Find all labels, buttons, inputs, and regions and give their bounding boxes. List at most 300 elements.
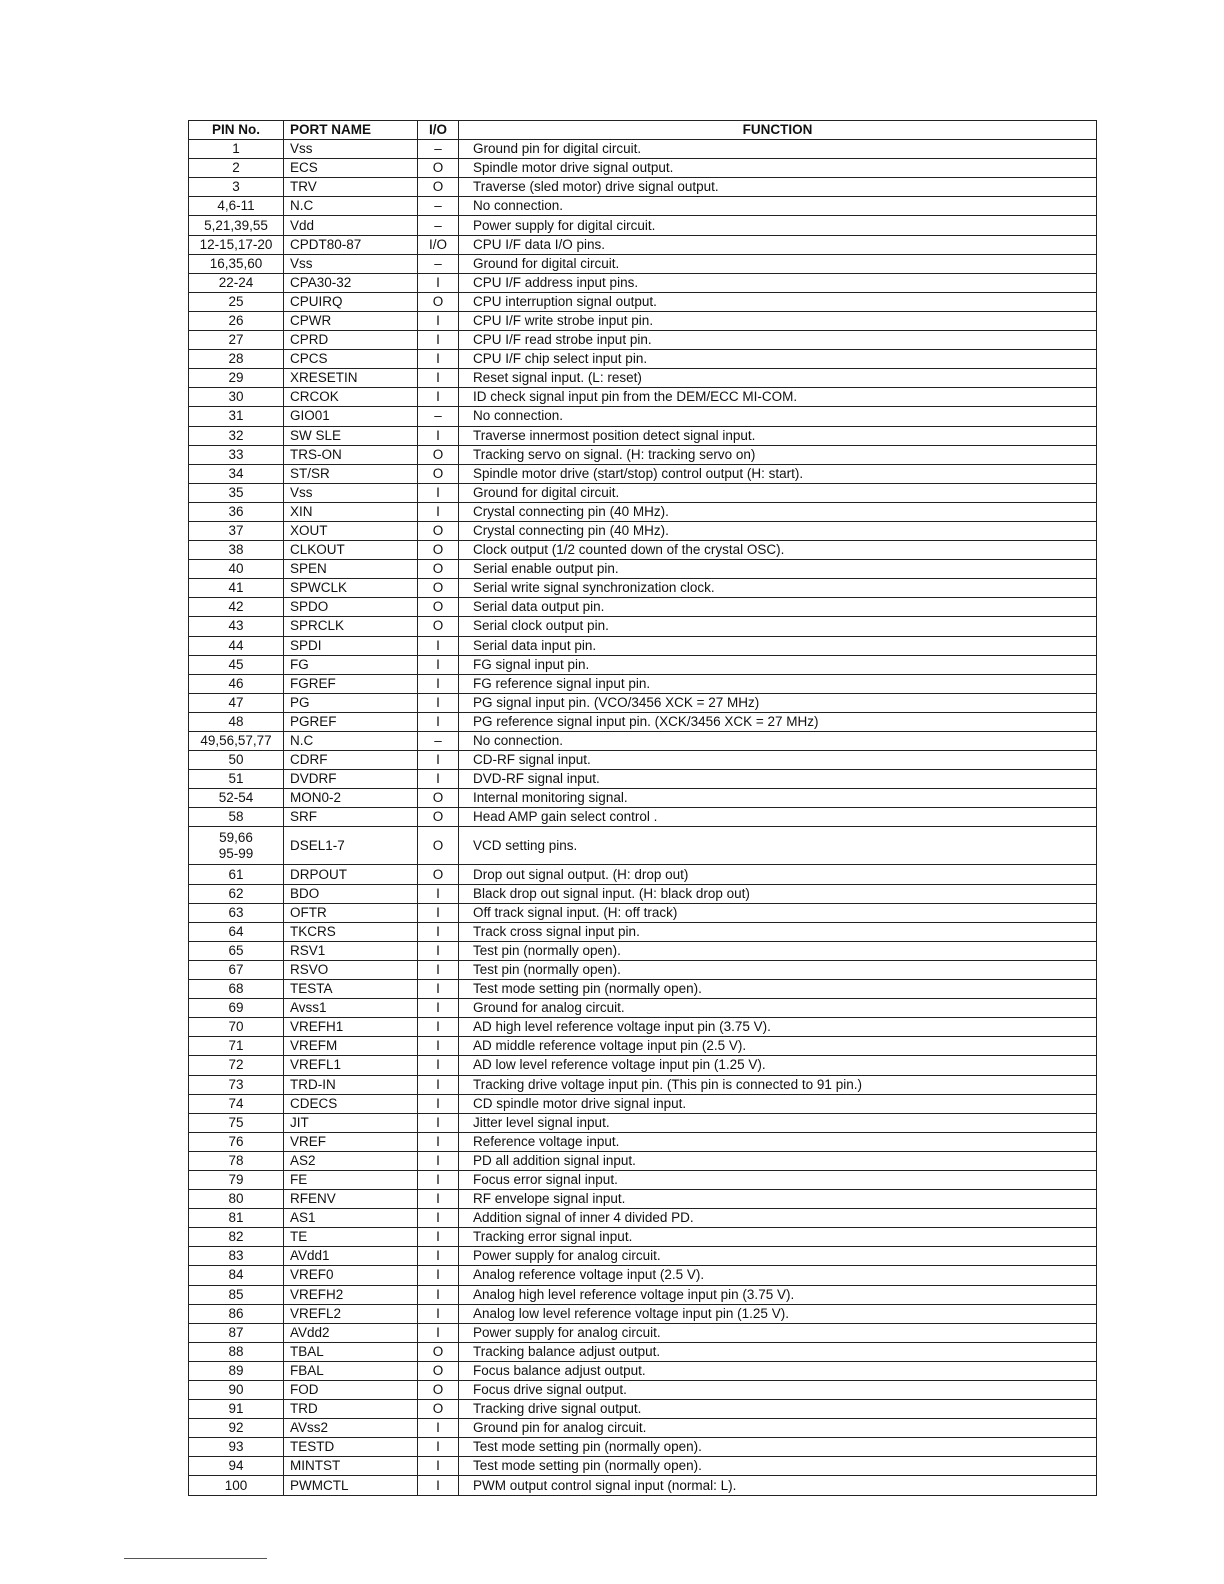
function-cell: CD-RF signal input. [459,751,1097,770]
table-row [189,1361,1097,1380]
io-cell: O [418,789,459,808]
port-name-cell: SPRCLK [284,617,418,636]
table-row [189,827,1097,865]
port-name-cell: Avss1 [284,999,418,1018]
port-name-cell: ECS [284,159,418,178]
io-cell: O [418,560,459,579]
function-cell: Ground for digital circuit. [459,254,1097,273]
pin-number-cell: 75 [189,1113,284,1132]
port-name-cell: MINTST [284,1457,418,1476]
pin-number-cell: 29 [189,369,284,388]
io-cell: I [418,1151,459,1170]
pin-number-cell: 41 [189,579,284,598]
port-name-cell: CPUIRQ [284,292,418,311]
io-cell: – [418,407,459,426]
function-cell: Serial data output pin. [459,598,1097,617]
function-cell: Analog low level reference voltage input pin (1.25 V). [459,1304,1097,1323]
pin-number-cell: 78 [189,1151,284,1170]
function-cell: Ground for digital circuit. [459,483,1097,502]
table-row [189,636,1097,655]
function-cell: CPU I/F data I/O pins. [459,235,1097,254]
function-cell: Head AMP gain select control . [459,808,1097,827]
function-cell: No connection. [459,407,1097,426]
table-row [189,140,1097,159]
port-name-cell: VREFH2 [284,1285,418,1304]
io-cell: I [418,331,459,350]
pin-number-cell: 3 [189,178,284,197]
io-cell: I [418,1075,459,1094]
table-row [189,674,1097,693]
port-name-cell: Vss [284,140,418,159]
pin-number-cell: 63 [189,903,284,922]
io-cell: I [418,884,459,903]
io-cell: – [418,732,459,751]
function-cell: PG signal input pin. (VCO/3456 XCK = 27 MHz) [459,693,1097,712]
function-cell: Serial data input pin. [459,636,1097,655]
pin-number-cell: 42 [189,598,284,617]
table-row [189,693,1097,712]
function-cell: CPU I/F read strobe input pin. [459,331,1097,350]
table-row [189,980,1097,999]
function-cell: Off track signal input. (H: off track) [459,903,1097,922]
pin-number-cell: 52-54 [189,789,284,808]
function-cell: Traverse innermost position detect signal input. [459,426,1097,445]
io-cell: I [418,1113,459,1132]
table-row [189,1419,1097,1438]
pin-number-cell: 94 [189,1457,284,1476]
function-cell: Serial enable output pin. [459,560,1097,579]
pin-number-cell: 25 [189,292,284,311]
io-cell: I [418,1190,459,1209]
function-cell: ID check signal input pin from the DEM/ECC MI-COM. [459,388,1097,407]
io-cell: I [418,1037,459,1056]
table-row [189,1342,1097,1361]
pin-number-cell: 85 [189,1285,284,1304]
function-cell: Test mode setting pin (normally open). [459,980,1097,999]
io-cell: O [418,445,459,464]
io-cell: I [418,636,459,655]
table-row [189,1323,1097,1342]
port-name-cell: SPWCLK [284,579,418,598]
port-name-cell: Vdd [284,216,418,235]
pin-number-cell [189,827,284,865]
pin-number-cell: 80 [189,1190,284,1209]
function-cell: Power supply for digital circuit. [459,216,1097,235]
port-name-cell: FGREF [284,674,418,693]
pin-number-cell: 4,6-11 [189,197,284,216]
table-row [189,1151,1097,1170]
io-cell: O [418,617,459,636]
pin-number-cell: 37 [189,521,284,540]
io-cell: I [418,1228,459,1247]
io-cell: I [418,311,459,330]
pin-number-cell: 35 [189,483,284,502]
pin-number-cell: 22-24 [189,273,284,292]
table-row [189,1285,1097,1304]
port-name-cell: Vss [284,483,418,502]
function-cell: Reset signal input. (L: reset) [459,369,1097,388]
port-name-cell: VREF0 [284,1266,418,1285]
pin-number-cell: 48 [189,712,284,731]
io-cell: O [418,159,459,178]
table-row [189,884,1097,903]
io-cell: O [418,292,459,311]
function-cell: Drop out signal output. (H: drop out) [459,865,1097,884]
port-name-cell: AS2 [284,1151,418,1170]
table-row [189,865,1097,884]
io-cell: – [418,140,459,159]
port-name-cell: VREFL2 [284,1304,418,1323]
port-name-cell: JIT [284,1113,418,1132]
io-cell: I [418,1266,459,1285]
port-name-cell: BDO [284,884,418,903]
port-name-cell: DVDRF [284,770,418,789]
table-row [189,178,1097,197]
pin-number-cell: 100 [189,1476,284,1495]
port-name-cell: CPA30-32 [284,273,418,292]
io-cell: O [418,865,459,884]
port-name-cell: RFENV [284,1190,418,1209]
pin-number-cell: 47 [189,693,284,712]
table-row [189,502,1097,521]
port-name-cell: N.C [284,197,418,216]
port-name-cell: VREF [284,1132,418,1151]
pin-number-cell: 64 [189,922,284,941]
table-row [189,521,1097,540]
io-cell: I [418,1170,459,1189]
table-row [189,159,1097,178]
function-cell: PG reference signal input pin. (XCK/3456 XCK = 27 MHz) [459,712,1097,731]
pin-number-cell: 88 [189,1342,284,1361]
table-row [189,1476,1097,1495]
table-row [189,712,1097,731]
pin-number-cell: 62 [189,884,284,903]
pin-function-table [188,120,1097,1496]
function-cell: Focus drive signal output. [459,1381,1097,1400]
pin-number-cell: 5,21,39,55 [189,216,284,235]
function-cell: Ground pin for digital circuit. [459,140,1097,159]
io-cell: I [418,712,459,731]
pin-number-line: 59,66 [219,829,253,845]
function-cell: Test pin (normally open). [459,941,1097,960]
table-row [189,560,1097,579]
function-cell: Test mode setting pin (normally open). [459,1438,1097,1457]
function-cell: Tracking drive signal output. [459,1400,1097,1419]
pin-number-cell: 81 [189,1209,284,1228]
pin-number-cell: 71 [189,1037,284,1056]
footnote-rule [124,1558,267,1559]
io-cell: I [418,1247,459,1266]
port-name-cell: TRD-IN [284,1075,418,1094]
pin-number-cell: 45 [189,655,284,674]
table-row [189,1400,1097,1419]
table-row [189,216,1097,235]
table-row [189,464,1097,483]
io-cell: O [418,808,459,827]
pin-number-cell: 26 [189,311,284,330]
pin-number-cell: 79 [189,1170,284,1189]
table-row [189,483,1097,502]
pin-number-cell: 91 [189,1400,284,1419]
port-name-cell: PWMCTL [284,1476,418,1495]
port-name-cell: CPDT80-87 [284,235,418,254]
table-row [189,808,1097,827]
pin-number-cell: 32 [189,426,284,445]
io-cell: I [418,426,459,445]
port-name-cell: XOUT [284,521,418,540]
pin-number-cell: 69 [189,999,284,1018]
io-cell: I/O [418,235,459,254]
port-name-cell: XRESETIN [284,369,418,388]
pin-number-cell: 87 [189,1323,284,1342]
table-row [189,1094,1097,1113]
table-row [189,350,1097,369]
function-cell: AD low level reference voltage input pin (1.25 V). [459,1056,1097,1075]
table-row [189,655,1097,674]
pin-number-cell: 49,56,57,77 [189,732,284,751]
pin-number-cell: 83 [189,1247,284,1266]
io-cell: – [418,216,459,235]
function-cell: FG signal input pin. [459,655,1097,674]
pin-number-cell: 2 [189,159,284,178]
io-cell: O [418,541,459,560]
io-cell: I [418,1476,459,1495]
io-cell: I [418,674,459,693]
pin-number-cell: 92 [189,1419,284,1438]
pin-number-cell: 12-15,17-20 [189,235,284,254]
port-name-cell: CDRF [284,751,418,770]
pin-number-cell: 44 [189,636,284,655]
pin-number-cell: 61 [189,865,284,884]
table-row [189,999,1097,1018]
table-row [189,1266,1097,1285]
pin-number-line: 95-99 [218,845,254,861]
table-row [189,1075,1097,1094]
port-name-cell: MON0-2 [284,789,418,808]
io-cell: I [418,1132,459,1151]
function-cell: VCD setting pins. [459,827,1097,865]
port-name-cell: PG [284,693,418,712]
pin-number-cell: 86 [189,1304,284,1323]
io-cell: I [418,483,459,502]
table-row [189,1438,1097,1457]
port-name-cell: SPDI [284,636,418,655]
header-function: FUNCTION [459,121,1097,140]
table-row [189,1132,1097,1151]
table-row [189,941,1097,960]
function-cell: CPU I/F chip select input pin. [459,350,1097,369]
pin-number-cell: 34 [189,464,284,483]
port-name-cell: TRS-ON [284,445,418,464]
io-cell: I [418,1438,459,1457]
function-cell: Clock output (1/2 counted down of the crystal OSC). [459,541,1097,560]
port-name-cell: CPWR [284,311,418,330]
table-row [189,770,1097,789]
port-name-cell: AVdd2 [284,1323,418,1342]
pin-number-cell: 16,35,60 [189,254,284,273]
io-cell: O [418,1342,459,1361]
function-cell: Power supply for analog circuit. [459,1247,1097,1266]
function-cell: No connection. [459,732,1097,751]
port-name-cell: SPEN [284,560,418,579]
port-name-cell: AS1 [284,1209,418,1228]
io-cell: I [418,751,459,770]
function-cell: Tracking balance adjust output. [459,1342,1097,1361]
table-row [189,197,1097,216]
function-cell: Spindle motor drive signal output. [459,159,1097,178]
table-row [189,960,1097,979]
port-name-cell: N.C [284,732,418,751]
function-cell: Focus balance adjust output. [459,1361,1097,1380]
pin-number-cell: 27 [189,331,284,350]
io-cell: I [418,1056,459,1075]
function-cell: CD spindle motor drive signal input. [459,1094,1097,1113]
table-row [189,273,1097,292]
table-row [189,331,1097,350]
io-cell: I [418,273,459,292]
pin-number-cell: 30 [189,388,284,407]
port-name-cell: TRV [284,178,418,197]
port-name-cell: TRD [284,1400,418,1419]
io-cell: O [418,579,459,598]
function-cell: Ground pin for analog circuit. [459,1419,1097,1438]
function-cell: AD middle reference voltage input pin (2.5 V). [459,1037,1097,1056]
function-cell: FG reference signal input pin. [459,674,1097,693]
header-io: I/O [418,121,459,140]
io-cell: I [418,1209,459,1228]
io-cell: I [418,941,459,960]
table-row [189,541,1097,560]
pin-number-cell: 65 [189,941,284,960]
io-cell: I [418,1457,459,1476]
port-name-cell: CLKOUT [284,541,418,560]
io-cell: I [418,903,459,922]
io-cell: O [418,178,459,197]
port-name-cell: TKCRS [284,922,418,941]
io-cell: I [418,770,459,789]
io-cell: I [418,922,459,941]
table-row [189,254,1097,273]
pin-number-cell: 40 [189,560,284,579]
header-port-name: PORT NAME [284,121,418,140]
function-cell: AD high level reference voltage input pin (3.75 V). [459,1018,1097,1037]
function-cell: Black drop out signal input. (H: black drop out) [459,884,1097,903]
table-row [189,1113,1097,1132]
function-cell: Crystal connecting pin (40 MHz). [459,521,1097,540]
table-row [189,1209,1097,1228]
table-row [189,617,1097,636]
pin-number-cell: 43 [189,617,284,636]
function-cell: Addition signal of inner 4 divided PD. [459,1209,1097,1228]
port-name-cell: FOD [284,1381,418,1400]
port-name-cell: TE [284,1228,418,1247]
port-name-cell: DRPOUT [284,865,418,884]
port-name-cell: GIO01 [284,407,418,426]
function-cell: Tracking servo on signal. (H: tracking servo on) [459,445,1097,464]
table-row [189,1170,1097,1189]
table-row [189,1037,1097,1056]
io-cell: I [418,693,459,712]
port-name-cell: SRF [284,808,418,827]
table-row [189,388,1097,407]
function-cell: PD all addition signal input. [459,1151,1097,1170]
function-cell: Analog high level reference voltage input pin (3.75 V). [459,1285,1097,1304]
io-cell: O [418,464,459,483]
port-name-cell: Vss [284,254,418,273]
port-name-cell: FG [284,655,418,674]
pin-number-cell: 68 [189,980,284,999]
table-row [189,1381,1097,1400]
table-row [189,1228,1097,1247]
pin-number-cell: 73 [189,1075,284,1094]
table-row [189,311,1097,330]
function-cell: Tracking error signal input. [459,1228,1097,1247]
port-name-cell: VREFM [284,1037,418,1056]
function-cell: Spindle motor drive (start/stop) control output (H: start). [459,464,1097,483]
function-cell: Traverse (sled motor) drive signal output. [459,178,1097,197]
io-cell: – [418,254,459,273]
table-row [189,292,1097,311]
pin-number-cell: 33 [189,445,284,464]
io-cell: I [418,960,459,979]
function-cell: CPU interruption signal output. [459,292,1097,311]
pin-number-cell: 82 [189,1228,284,1247]
io-cell: I [418,980,459,999]
table-row [189,1190,1097,1209]
pin-number-cell: 36 [189,502,284,521]
port-name-cell: CDECS [284,1094,418,1113]
table-row [189,1018,1097,1037]
function-cell: Reference voltage input. [459,1132,1097,1151]
header-pin-no: PIN No. [189,121,284,140]
port-name-cell: TESTD [284,1438,418,1457]
port-name-cell: VREFL1 [284,1056,418,1075]
pin-number-cell: 74 [189,1094,284,1113]
function-cell: Analog reference voltage input (2.5 V). [459,1266,1097,1285]
function-cell: CPU I/F address input pins. [459,273,1097,292]
io-cell: I [418,1285,459,1304]
function-cell: Serial clock output pin. [459,617,1097,636]
table-row [189,903,1097,922]
table-row [189,445,1097,464]
function-cell: Test pin (normally open). [459,960,1097,979]
pin-number-cell: 72 [189,1056,284,1075]
function-cell: Track cross signal input pin. [459,922,1097,941]
port-name-cell: ST/SR [284,464,418,483]
port-name-cell: AVss2 [284,1419,418,1438]
function-cell: DVD-RF signal input. [459,770,1097,789]
table-row [189,235,1097,254]
port-name-cell: TBAL [284,1342,418,1361]
pin-number-cell: 70 [189,1018,284,1037]
function-cell: PWM output control signal input (normal: L). [459,1476,1097,1495]
table-row [189,1304,1097,1323]
table-row [189,732,1097,751]
function-cell: Test mode setting pin (normally open). [459,1457,1097,1476]
io-cell: I [418,1323,459,1342]
function-cell: Internal monitoring signal. [459,789,1097,808]
io-cell: I [418,1419,459,1438]
table-row [189,426,1097,445]
table-row [189,1247,1097,1266]
pin-number-cell: 90 [189,1381,284,1400]
io-cell: O [418,1361,459,1380]
io-cell: O [418,521,459,540]
pin-number-cell: 46 [189,674,284,693]
table-row [189,1056,1097,1075]
port-name-cell: FBAL [284,1361,418,1380]
table-body [189,140,1097,1495]
